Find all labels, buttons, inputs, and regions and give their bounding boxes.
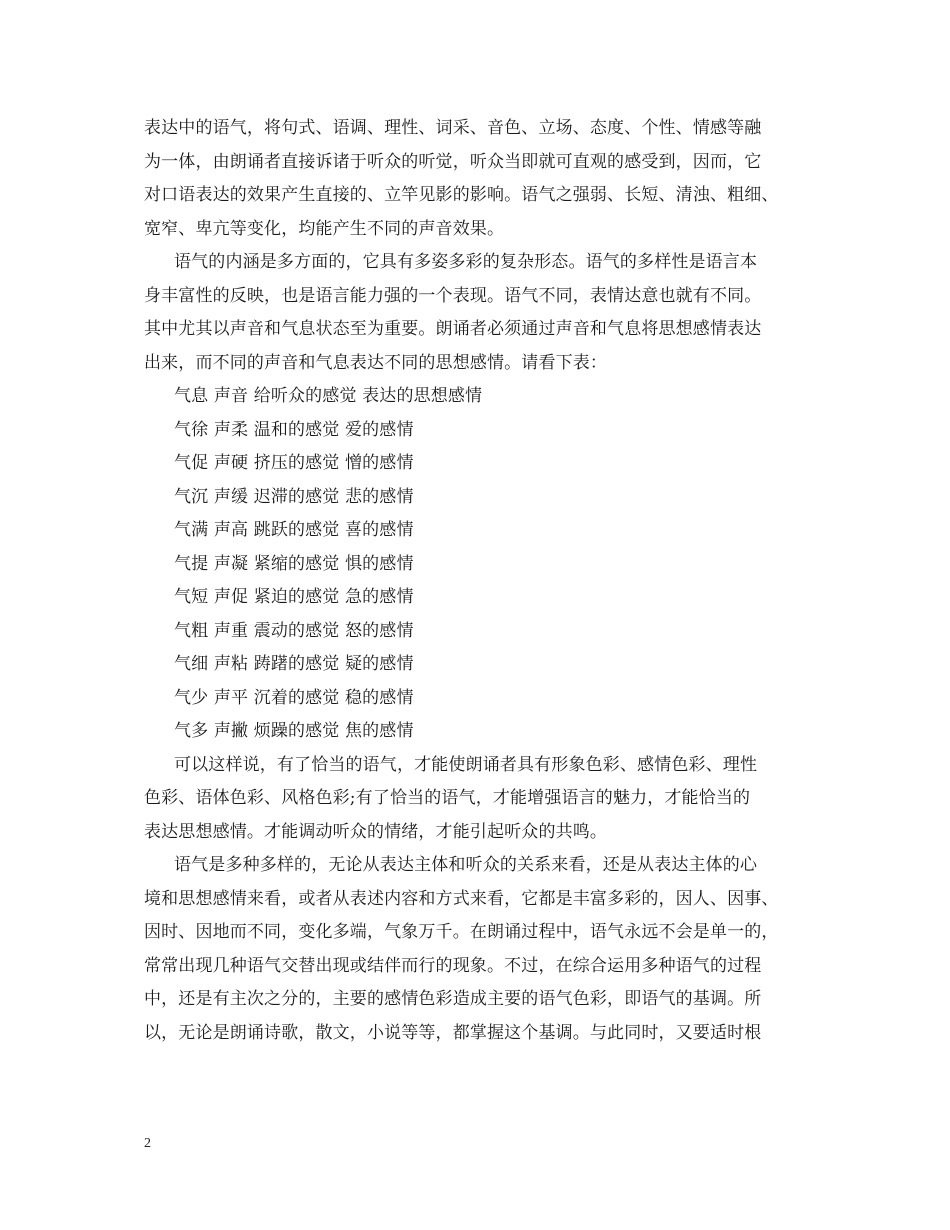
paragraph: [144, 548, 834, 582]
text-line: 色彩、语体色彩、风格色彩;有了恰当的语气，才能增强语言的魅力，才能恰当的: [144, 788, 751, 808]
text-line: 境和思想感情来看，或者从表述内容和方式来看，它都是丰富多彩的，因人、因事、: [144, 888, 779, 909]
text-line: 气息 声音 给听众的感觉 表达的思想感情: [174, 386, 483, 406]
text-line: 气细 声粘 踌躇的感觉 疑的感情: [174, 654, 414, 674]
text-line: 以，无论是朗诵诗歌，散文，小说等等，都掌握这个基调。与此同时，又要适时根: [144, 1022, 762, 1043]
text-line: 气满 声高 跳跃的感觉 喜的感情: [174, 520, 414, 540]
page-number: 2: [144, 1136, 151, 1151]
text-line: 为一体，由朗诵者直接诉诸于听众的听觉，听众当即就可直观的感受到，因而，它: [144, 151, 762, 172]
paragraph: [144, 380, 834, 414]
paragraph: [144, 749, 834, 850]
paragraph: [144, 414, 834, 448]
text-line: 对口语表达的效果产生直接的、立竿见影的影响。语气之强弱、长短、清浊、粗细、: [144, 185, 779, 205]
paragraph: [144, 715, 834, 749]
paragraph: [144, 581, 834, 615]
paragraph: [144, 514, 834, 548]
text-line: 身丰富性的反映，也是语言能力强的一个表现。语气不同，表情达意也就有不同。: [144, 285, 762, 306]
paragraph: [144, 481, 834, 515]
text-line: 气沉 声缓 迟滞的感觉 悲的感情: [174, 486, 414, 507]
text-line: 表达中的语气，将句式、语调、理性、词采、音色、立场、态度、个性、情感等融: [144, 118, 762, 138]
paragraph: [144, 246, 834, 380]
paragraph: [144, 682, 834, 716]
text-line: 可以这样说，有了恰当的语气，才能使朗诵者具有形象色彩、感情色彩、理性: [174, 754, 758, 775]
text-line: 气短 声促 紧迫的感觉 急的感情: [174, 587, 414, 607]
paragraph: [144, 849, 834, 1050]
text-line: 气促 声硬 挤压的感觉 憎的感情: [174, 453, 414, 473]
paragraph: [144, 112, 834, 246]
text-line: 气提 声凝 紧缩的感觉 惧的感情: [174, 553, 414, 574]
text-line: 中，还是有主次之分的，主要的感情色彩造成主要的语气色彩，即语气的基调。所: [144, 989, 762, 1009]
text-line: 气粗 声重 震动的感觉 怒的感情: [174, 620, 414, 641]
text-line: 常常出现几种语气交替出现或结伴而行的现象。不过，在综合运用多种语气的过程: [144, 955, 762, 976]
text-line: 宽窄、卑亢等变化，均能产生不同的声音效果。: [144, 218, 505, 239]
text-line: 语气是多种多样的，无论从表达主体和听众的关系来看，还是从表达主体的心: [174, 855, 758, 875]
text-line: 语气的内涵是多方面的，它具有多姿多彩的复杂形态。语气的多样性是语言本: [174, 252, 758, 272]
text-line: 气徐 声柔 温和的感觉 爱的感情: [174, 419, 414, 440]
text-line: 因时、因地而不同，变化多端，气象万千。在朗诵过程中，语气永远不会是单一的，: [144, 922, 779, 942]
text-line: 出来，而不同的声音和气息表达不同的思想感情。请看下表：: [144, 352, 608, 373]
paragraph: [144, 615, 834, 649]
text-line: 表达思想感情。才能调动听众的情绪，才能引起听众的共鸣。: [144, 821, 608, 842]
document-body: [144, 112, 834, 1050]
text-line: 气少 声平 沉着的感觉 稳的感情: [174, 687, 414, 708]
paragraph: [144, 648, 834, 682]
paragraph: [144, 447, 834, 481]
text-line: 其中尤其以声音和气息状态至为重要。朗诵者必须通过声音和气息将思想感情表达: [144, 319, 762, 339]
text-line: 气多 声撇 烦躁的感觉 焦的感情: [174, 721, 414, 741]
